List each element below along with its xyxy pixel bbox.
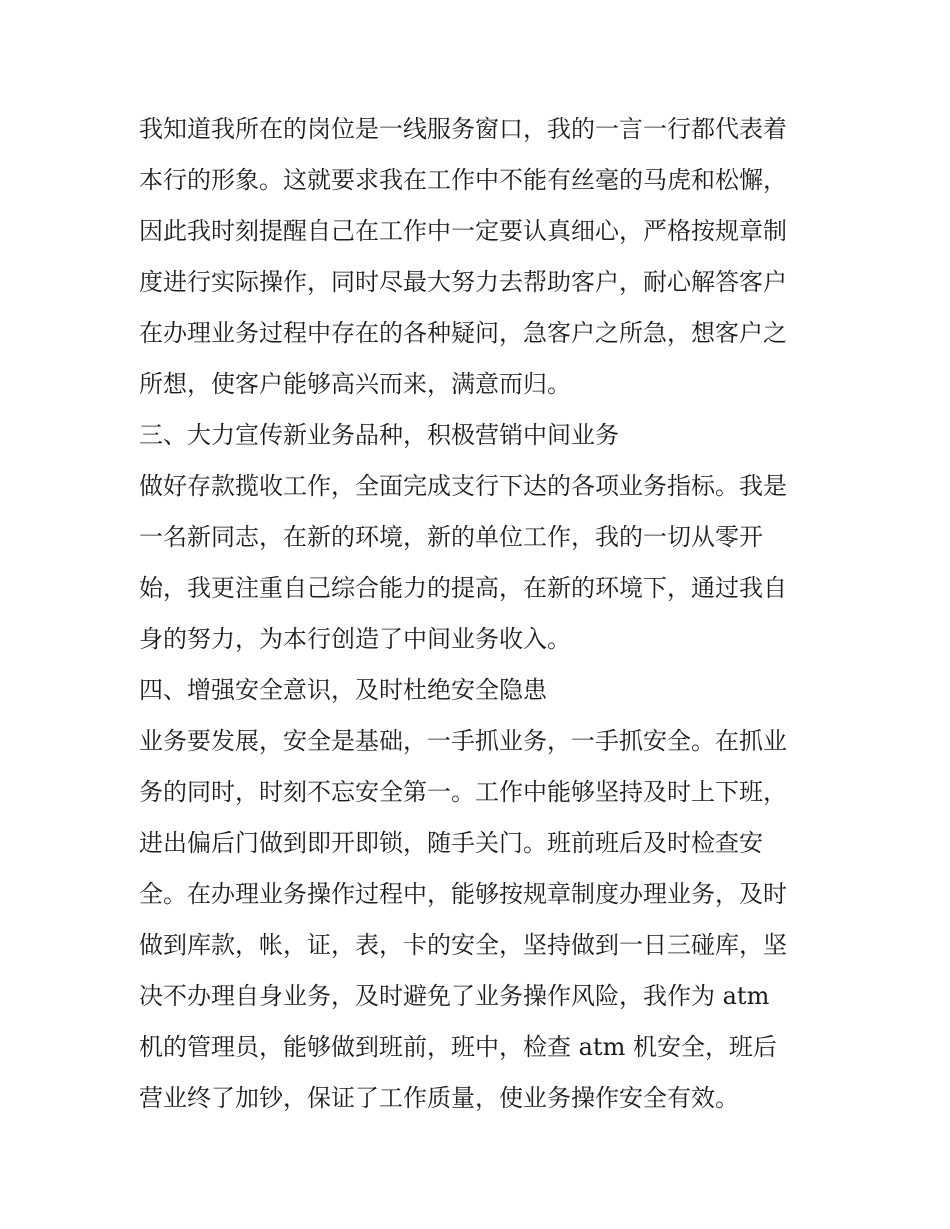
paragraph-line: 始，我更注重自己综合能力的提高，在新的环境下，通过我自: [139, 574, 787, 602]
paragraph-line: 营业终了加钞，保证了工作质量，使业务操作安全有效。: [139, 1084, 739, 1112]
paragraph-line: 在办理业务过程中存在的各种疑问，急客户之所急，想客户之: [139, 319, 787, 347]
section-heading: 四、增强安全意识，及时杜绝安全隐患: [139, 676, 547, 704]
paragraph-line: 我知道我所在的岗位是一线服务窗口，我的一言一行都代表着: [139, 115, 787, 143]
paragraph-line: 做好存款揽收工作，全面完成支行下达的各项业务指标。我是: [139, 472, 787, 500]
paragraph-line: 做到库款，帐，证，表，卡的安全，坚持做到一日三碰库，坚: [139, 931, 787, 959]
paragraph-line: 进出偏后门做到即开即锁，随手关门。班前班后及时检查安: [139, 829, 763, 857]
document-body: [139, 104, 819, 1124]
paragraph-line: 一名新同志，在新的环境，新的单位工作，我的一切从零开: [139, 523, 763, 551]
paragraph-line: 务的同时，时刻不忘安全第一。工作中能够坚持及时上下班，: [139, 778, 787, 806]
paragraph-line: 本行的形象。这就要求我在工作中不能有丝毫的马虎和松懈，: [139, 166, 787, 194]
paragraph-line: 决不办理自身业务，及时避免了业务操作风险，我作为 atm: [139, 982, 770, 1010]
section-heading: 三、大力宣传新业务品种，积极营销中间业务: [139, 421, 619, 449]
paragraph-line: 所想，使客户能够高兴而来，满意而归。: [139, 370, 571, 398]
paragraph-line: 因此我时刻提醒自己在工作中一定要认真细心，严格按规章制: [139, 217, 787, 245]
paragraph-line: 业务要发展，安全是基础，一手抓业务，一手抓安全。在抓业: [139, 727, 787, 755]
paragraph-line: 全。在办理业务操作过程中，能够按规章制度办理业务，及时: [139, 880, 787, 908]
paragraph-line: 身的努力，为本行创造了中间业务收入。: [139, 625, 571, 653]
paragraph-line: 度进行实际操作，同时尽最大努力去帮助客户，耐心解答客户: [139, 268, 787, 296]
paragraph-line: 机的管理员，能够做到班前，班中，检查 atm 机安全，班后: [139, 1033, 777, 1061]
